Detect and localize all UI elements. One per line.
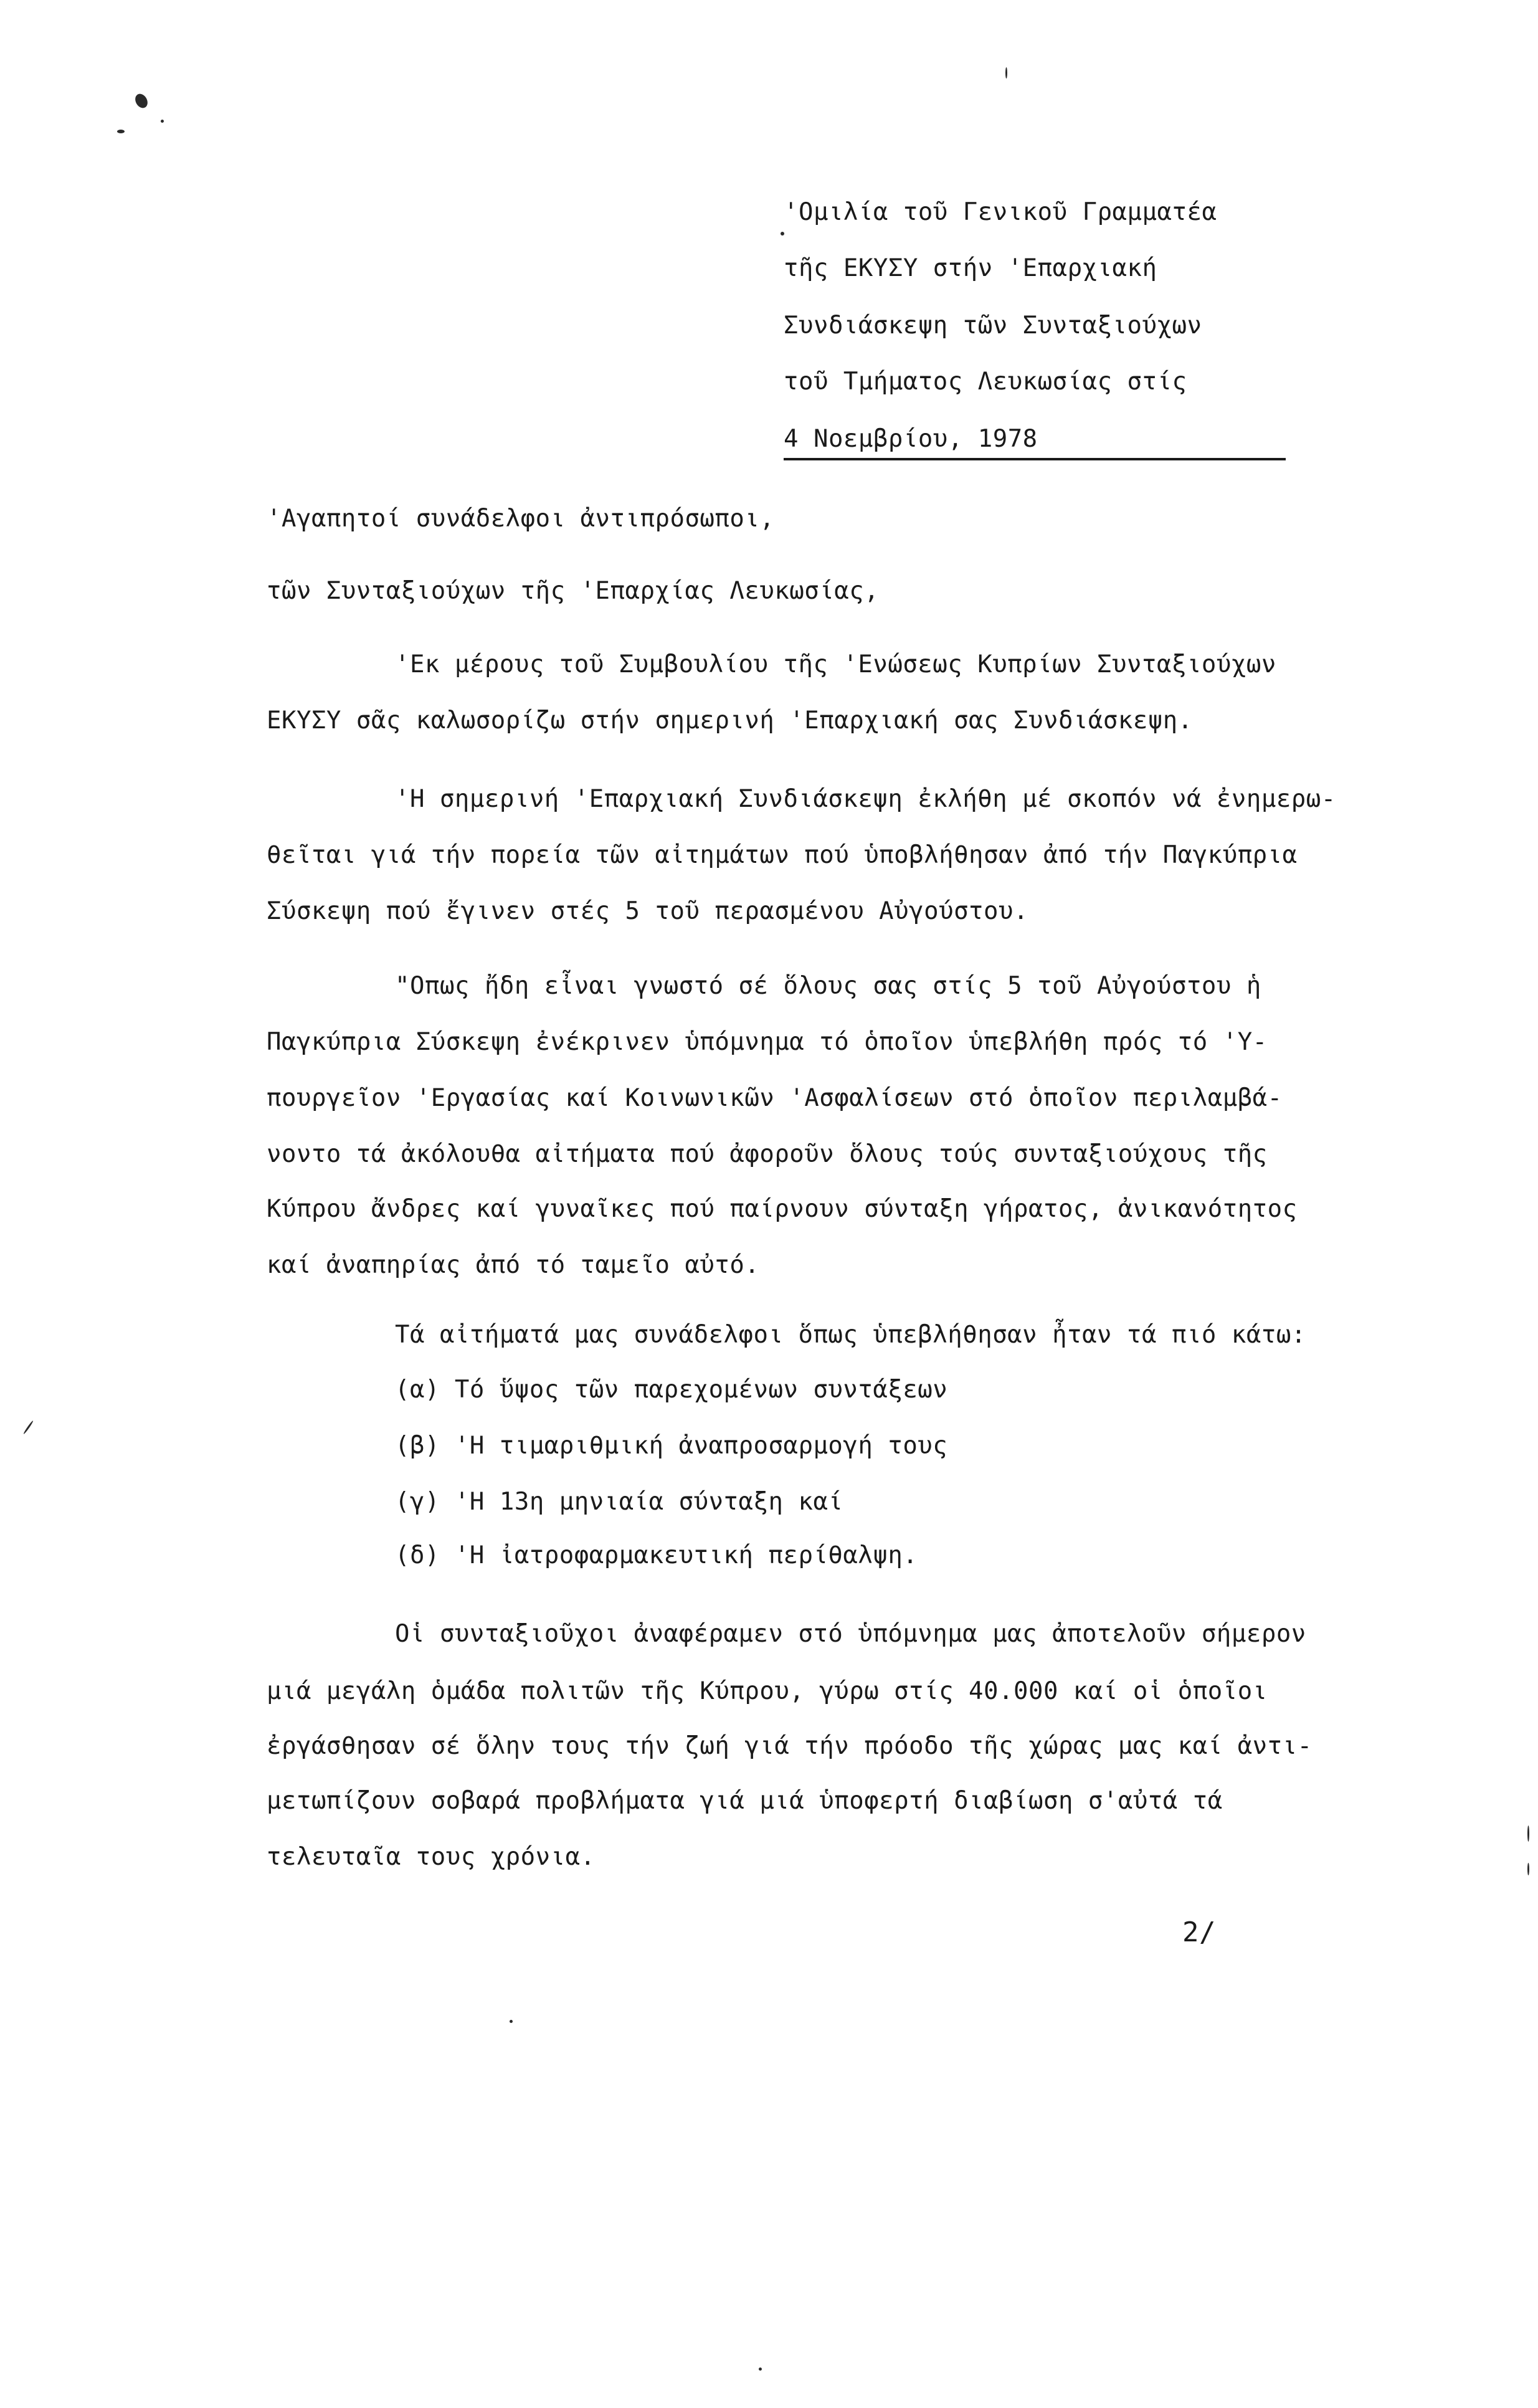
- paragraph-1-line: ΕΚΥΣΥ σᾶς καλωσορίζω στήν σημερινή 'Επαρχιακή σας Συνδιάσκεψη.: [267, 707, 1193, 735]
- paragraph-4-intro: Τά αἰτήματά μας συνάδελφοι ὅπως ὑπεβλήθησαν ἦταν τά πιό κάτω:: [395, 1321, 1306, 1349]
- scan-speck: [133, 92, 150, 110]
- scan-speck: [117, 130, 125, 133]
- paragraph-2-line: 'Η σημερινή 'Επαρχιακή Συνδιάσκεψη ἐκλήθη μέ σκοπόν νά ἐνημερω-: [395, 785, 1336, 813]
- paragraph-3-line: πουργεῖον 'Εργασίας καί Κοινωνικῶν 'Ασφαλίσεων στό ὁποῖον περιλαμβά-: [267, 1084, 1283, 1112]
- demand-list-item: (α) Τό ὕψος τῶν παρεχομένων συντάξεων: [395, 1376, 948, 1404]
- salutation-line-2: τῶν Συνταξιούχων τῆς 'Επαρχίας Λευκωσίας,: [267, 577, 880, 605]
- scan-speck: [759, 2368, 762, 2371]
- page-number: 2/: [1182, 1916, 1216, 1948]
- header-line: 'Ομιλία τοῦ Γενικοῦ Γραμματέα: [784, 198, 1217, 226]
- scan-speck: [510, 2020, 513, 2023]
- header-line: τῆς ΕΚΥΣΥ στήν 'Επαρχιακή: [784, 254, 1157, 282]
- demand-list-item: (δ) 'Η ἰατροφαρμακευτική περίθαλψη.: [395, 1541, 918, 1569]
- scan-speck: [1005, 67, 1007, 79]
- header-line: τοῦ Τμήματος Λευκωσίας στίς: [784, 368, 1187, 396]
- demand-list-item: (γ) 'Η 13η μηνιαία σύνταξη καί: [395, 1488, 843, 1516]
- header-line: Συνδιάσκεψη τῶν Συνταξιούχων: [784, 312, 1202, 340]
- demand-list-item: (β) 'Η τιμαριθμική ἀναπροσαρμογή τους: [395, 1432, 948, 1460]
- paragraph-2-line: θεῖται γιά τήν πορεία τῶν αἰτημάτων πού ὑποβλήθησαν ἀπό τήν Παγκύπρια: [267, 841, 1298, 869]
- paragraph-3-line: νοντο τά ἀκόλουθα αἰτήματα πού ἀφοροῦν ὅλους τούς συνταξιούχους τῆς: [267, 1140, 1268, 1168]
- scan-speck: [161, 120, 164, 123]
- scan-speck: [781, 232, 784, 236]
- header-underline: [784, 458, 1286, 460]
- scan-speck: [23, 1420, 34, 1434]
- paragraph-5-line: ἐργάσθησαν σέ ὅλην τους τήν ζωή γιά τήν πρόοδο τῆς χώρας μας καί ἀντι-: [267, 1732, 1313, 1760]
- paragraph-1-line: 'Εκ μέρους τοῦ Συμβουλίου τῆς 'Ενώσεως Κυπρίων Συνταξιούχων: [395, 650, 1276, 678]
- paragraph-5-line: τελευταῖα τους χρόνια.: [267, 1843, 596, 1871]
- scan-speck: [1527, 1863, 1529, 1875]
- paragraph-3-line: Παγκύπρια Σύσκεψη ἐνέκρινεν ὑπόμνημα τό ὁποῖον ὑπεβλήθη πρός τό 'Υ-: [267, 1028, 1268, 1056]
- scan-speck: [1527, 1825, 1529, 1842]
- salutation-line-1: 'Αγαπητοί συνάδελφοι ἀντιπρόσωποι,: [267, 505, 775, 533]
- paragraph-5-line: μιά μεγάλη ὁμάδα πολιτῶν τῆς Κύπρου, γύρω στίς 40.000 καί οἱ ὁποῖοι: [267, 1677, 1268, 1705]
- paragraph-3-line: Κύπρου ἄνδρες καί γυναῖκες πού παίρνουν σύνταξη γήρατος, ἀνικανότητος: [267, 1195, 1298, 1223]
- paragraph-5-line: μετωπίζουν σοβαρά προβλήματα γιά μιά ὑποφερτή διαβίωση σ'αὐτά τά: [267, 1787, 1223, 1815]
- paragraph-2-line: Σύσκεψη πού ἔγινεν στές 5 τοῦ περασμένου Αὐγούστου.: [267, 897, 1028, 925]
- paragraph-3-line: "Οπως ἤδη εἶναι γνωστό σέ ὅλους σας στίς 5 τοῦ Αὐγούστου ἡ: [395, 972, 1261, 1000]
- header-date: 4 Νοεμβρίου, 1978: [784, 425, 1038, 453]
- paragraph-3-line: καί ἀναπηρίας ἀπό τό ταμεῖο αὐτό.: [267, 1251, 760, 1279]
- paragraph-5-line: Οἱ συνταξιοῦχοι ἀναφέραμεν στό ὑπόμνημα μας ἀποτελοῦν σήμερον: [395, 1620, 1306, 1648]
